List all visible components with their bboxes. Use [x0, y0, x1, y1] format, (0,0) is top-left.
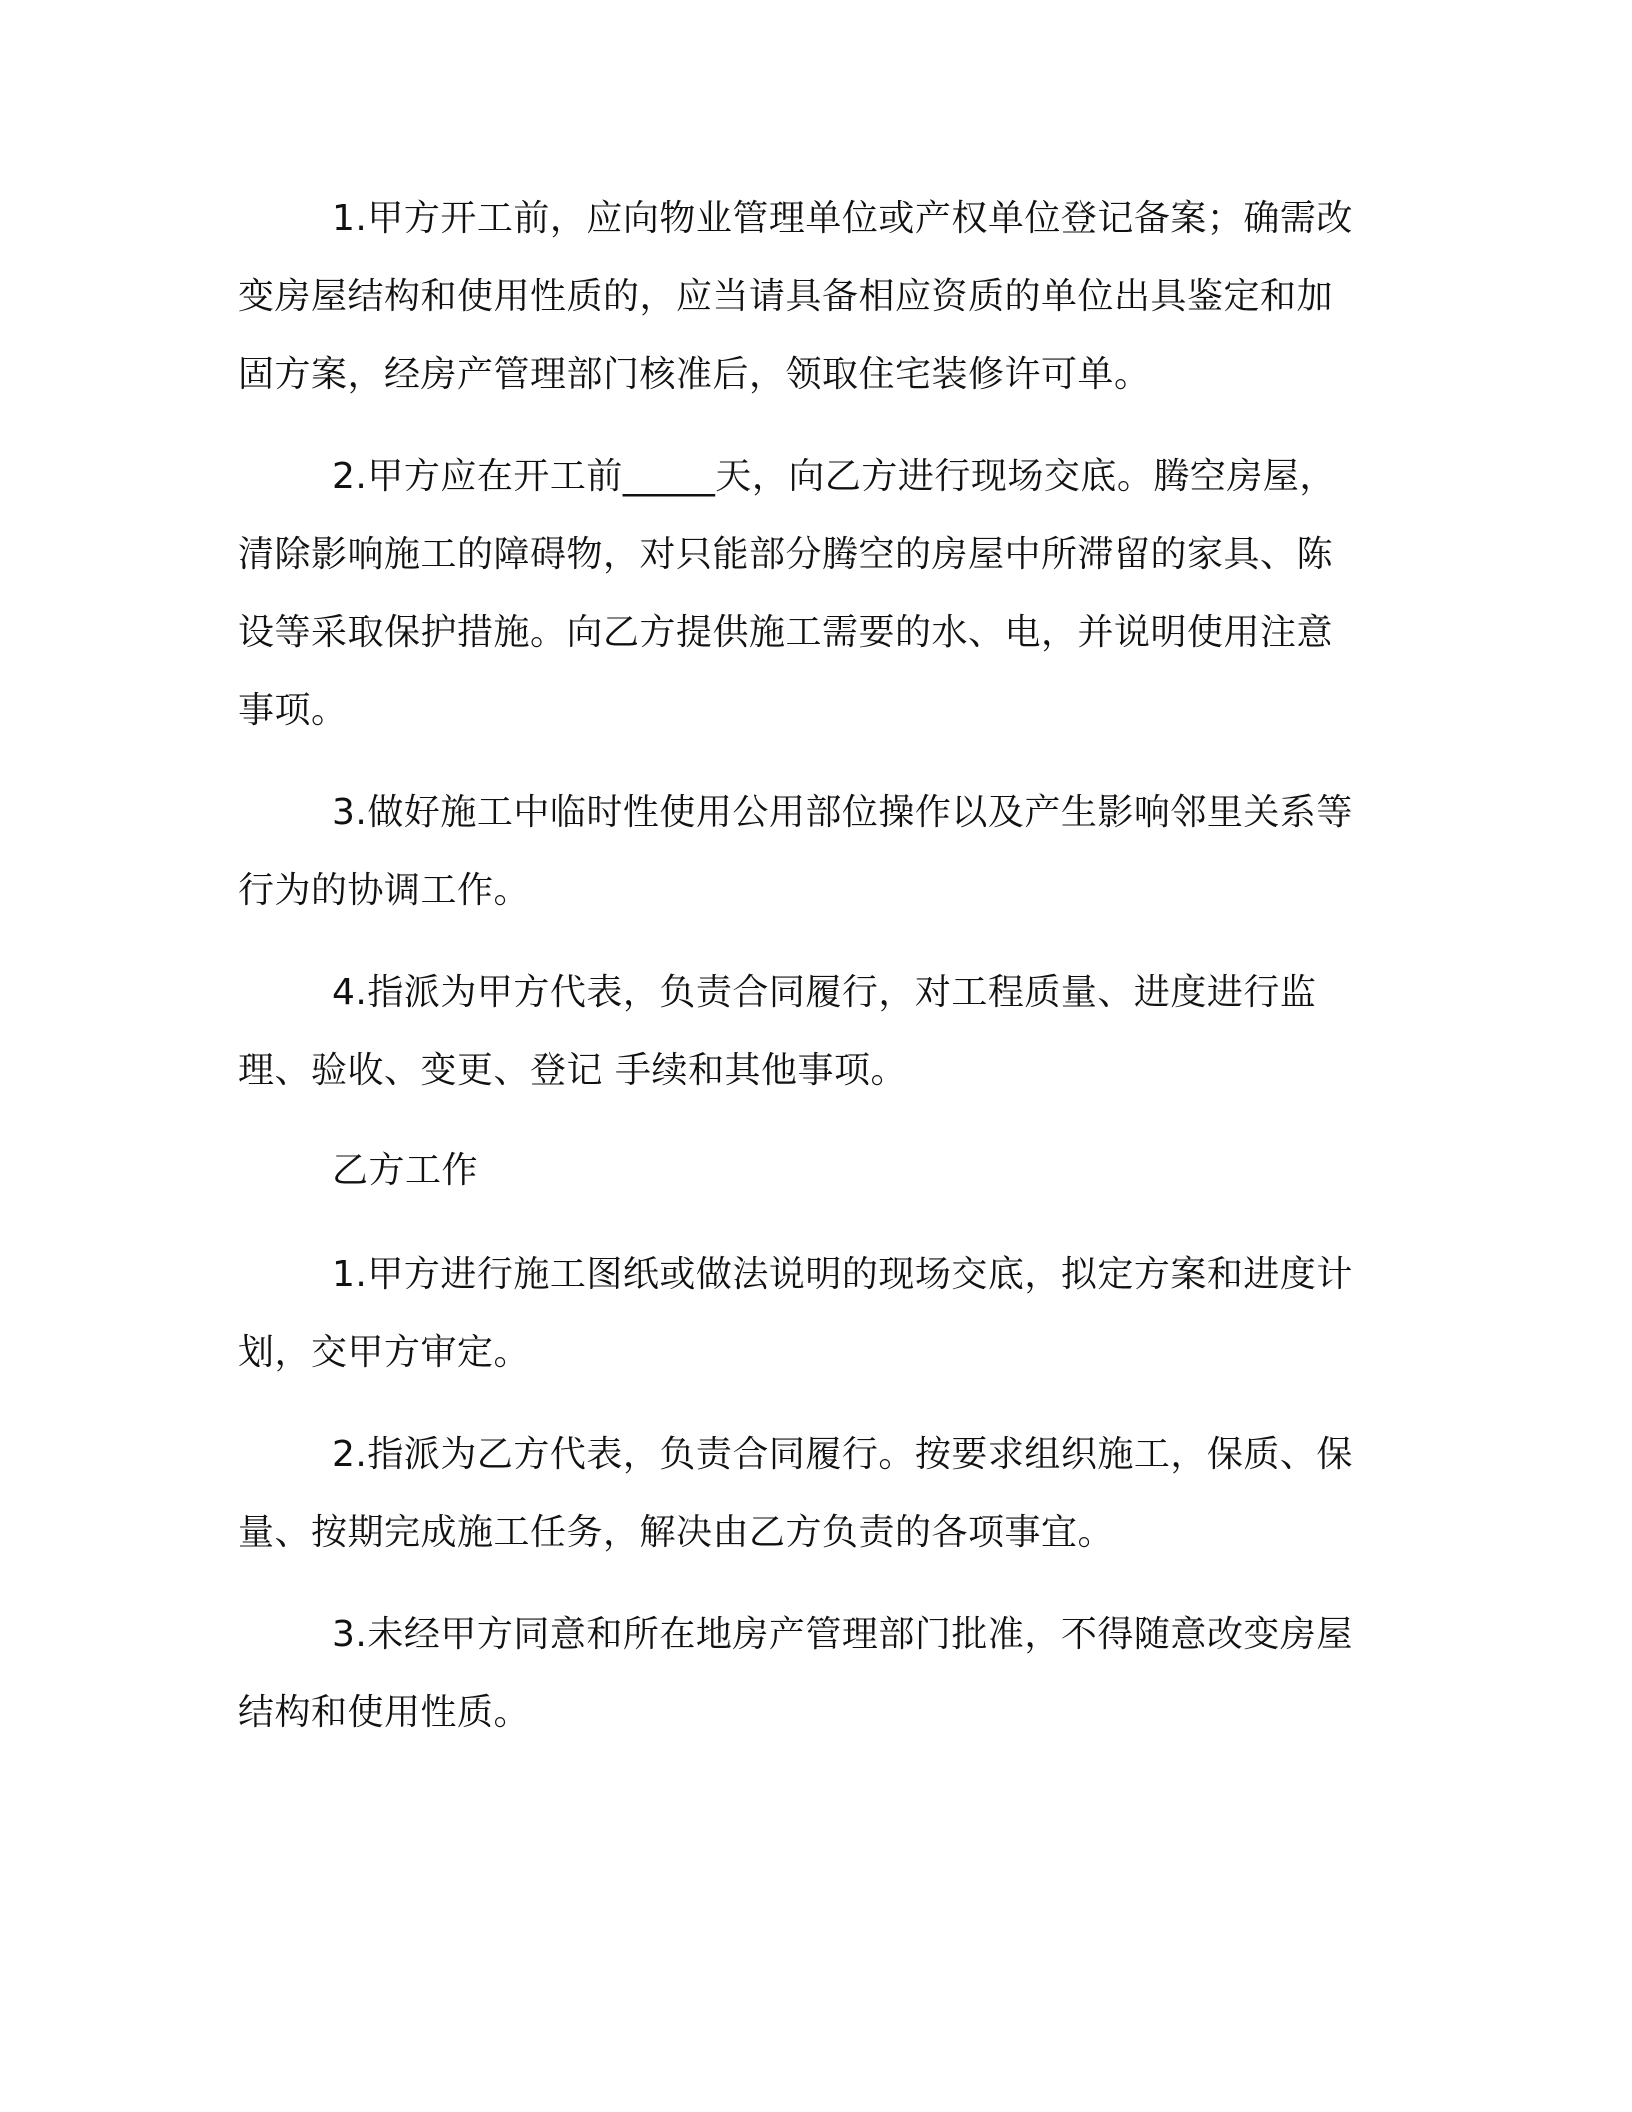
- paragraph-line: 1.甲方开工前，应向物业管理单位或产权单位登记备案；确需改: [332, 198, 1353, 239]
- paragraph-line: 划，交甲方审定。: [238, 1332, 531, 1373]
- paragraph-party-a-item-4: [238, 954, 1378, 1110]
- paragraph-line: 结构和使用性质。: [238, 1692, 531, 1733]
- paragraph-party-b-item-2: [238, 1416, 1378, 1572]
- paragraph-party-b-item-3: [238, 1596, 1378, 1752]
- paragraph-line: 理、验收、变更、登记 手续和其他事项。: [238, 1050, 907, 1091]
- paragraph-line: 3.未经甲方同意和所在地房产管理部门批准，不得随意改变房屋: [332, 1614, 1353, 1655]
- paragraph-party-a-item-3: [238, 774, 1378, 930]
- paragraph-line: 设等采取保护措施。向乙方提供施工需要的水、电，并说明使用注意: [238, 612, 1334, 653]
- paragraph-line: 固方案，经房产管理部门核准后，领取住宅装修许可单。: [238, 354, 1151, 395]
- paragraph-line: 2.指派为乙方代表，负责合同履行。按要求组织施工，保质、保: [332, 1434, 1353, 1475]
- paragraph-line: 清除影响施工的障碍物，对只能部分腾空的房屋中所滞留的家具、陈: [238, 534, 1334, 575]
- section-heading-text: 乙方工作: [332, 1150, 479, 1191]
- paragraph-line: 变房屋结构和使用性质的，应当请具备相应资质的单位出具鉴定和加: [238, 276, 1334, 317]
- paragraph-party-b-item-1: [238, 1236, 1378, 1392]
- paragraph-line: 2.甲方应在开工前_____天，向乙方进行现场交底。腾空房屋，: [332, 456, 1336, 497]
- paragraph-party-a-item-2: [238, 438, 1378, 750]
- paragraph-party-a-item-1: [238, 180, 1378, 414]
- paragraph-line: 3.做好施工中临时性使用公用部位操作以及产生影响邻里关系等: [332, 792, 1353, 833]
- paragraph-line: 行为的协调工作。: [238, 870, 531, 911]
- paragraph-line: 事项。: [238, 690, 348, 731]
- paragraph-line: 量、按期完成施工任务，解决由乙方负责的各项事宜。: [238, 1512, 1115, 1553]
- paragraph-line: 4.指派为甲方代表，负责合同履行，对工程质量、进度进行监: [332, 972, 1317, 1013]
- paragraph-line: 1.甲方进行施工图纸或做法说明的现场交底，拟定方案和进度计: [332, 1254, 1353, 1295]
- section-heading-party-b: [238, 1132, 1378, 1210]
